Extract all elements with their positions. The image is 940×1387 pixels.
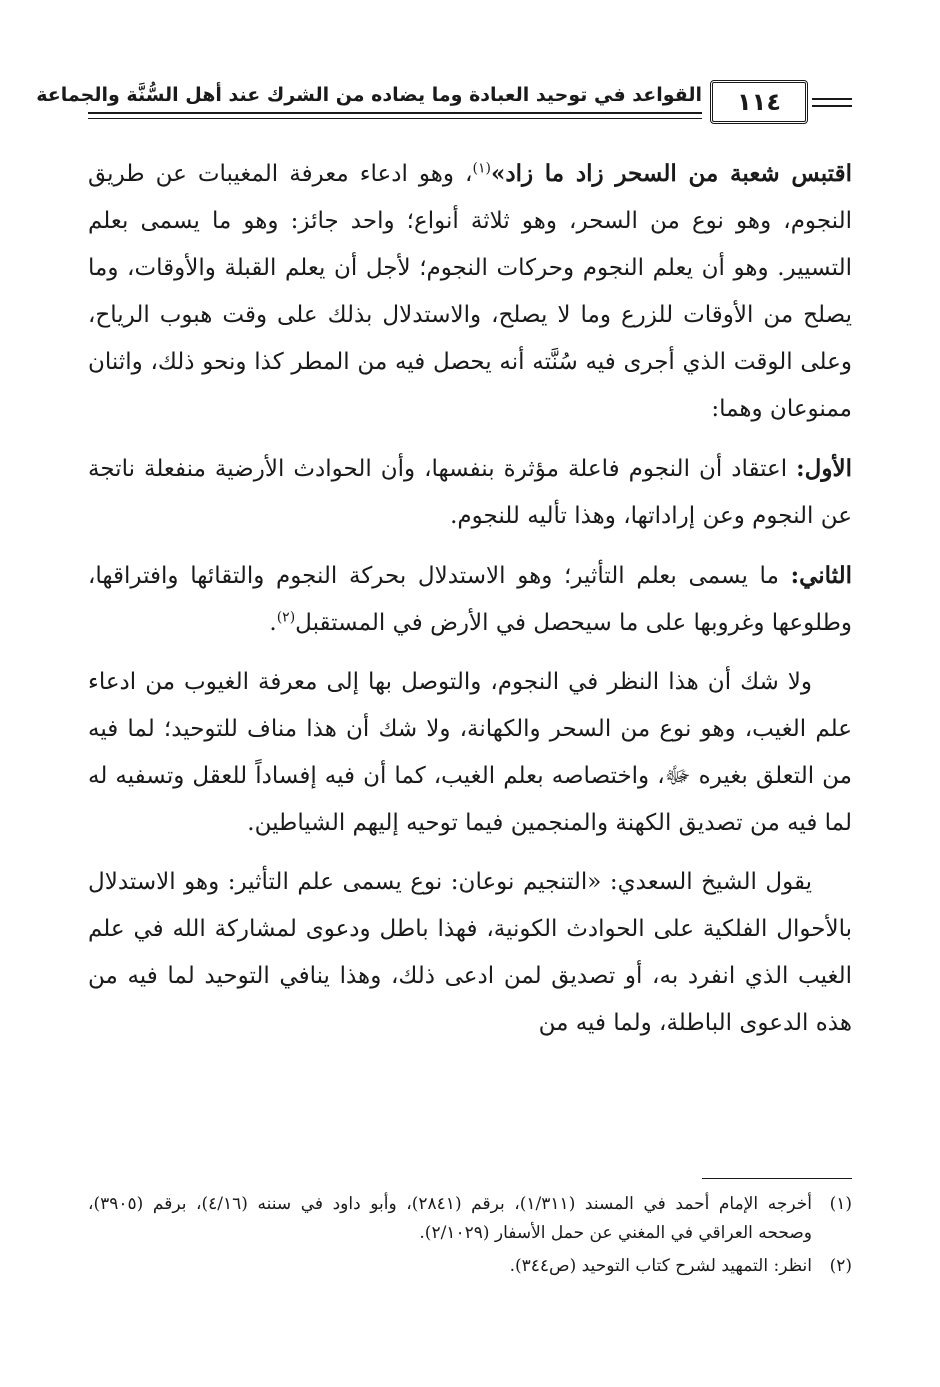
running-title: القواعد في توحيد العبادة وما يضاده من الشرك عند أهل السُّنَّة والجماعة — [36, 84, 702, 106]
footnote — [88, 1190, 852, 1248]
footnote-ref: (١) — [472, 160, 491, 177]
page-header — [36, 78, 852, 130]
footnotes — [88, 1190, 852, 1285]
main-text — [88, 150, 852, 1059]
header-rule — [88, 112, 702, 114]
paragraph-text: ، وهو ادعاء معرفة المغيبات عن طريق النجوم، وهو نوع من السحر، وهو ثلاثة أنواع؛ واحد جائز: وهو ما يسمى بعلم التسيير. وهو أن يعلم النجوم وحركات النجوم؛ لأجل أن يعلم القبلة والأوقات، وما يصلح من الأوقات للزرع وما لا يصلح، والاستدلال بذلك على وقت هبوب الرياح، وعلى الوقت الذي أجرى فيه سُنَّته أنه يحصل فيه من المطر كذا ونحو ذلك، واثنان ممنوعان وهما: — [88, 161, 852, 422]
header-rule — [812, 105, 852, 107]
footnote-number: (١) — [829, 1194, 852, 1214]
footnote — [88, 1252, 852, 1281]
header-rule — [812, 98, 852, 100]
paragraph-end: . — [269, 610, 277, 636]
footnote-text: انظر: التمهيد لشرح كتاب التوحيد (ص٣٤٤). — [509, 1256, 812, 1276]
page-number: ١١٤ — [737, 88, 781, 116]
paragraph: يقول الشيخ السعدي: «التنجيم نوعان: نوع يسمى علم التأثير: وهو الاستدلال بالأحوال الفلكية على الحوادث الكونية، فهذا باطل ودعوى لمشاركة الله في علم الغيب الذي انفرد به، أو تصديق لمن ادعى ذلك، وهذا ينافي التوحيد لما فيه من هذه الدعوى الباطلة، ولما فيه من — [88, 869, 852, 1036]
footnote-number: (٢) — [829, 1256, 852, 1276]
paragraph-lead: الأول: — [796, 455, 852, 482]
paragraph: ولا شك أن هذا النظر في النجوم، والتوصل بها إلى معرفة الغيوب من ادعاء علم الغيب، وهو نوع من السحر والكهانة، ولا شك أن هذا مناف للتوحيد؛ لما فيه من التعلق بغيره ﷻ، واختصاصه بعلم الغيب، كما أن فيه إفساداً للعقل وتسفيه له لما فيه من تصديق الكهنة والمنجمين فيما توحيه إليهم الشياطين. — [88, 669, 852, 836]
paragraph-text: ما يسمى بعلم التأثير؛ وهو الاستدلال بحركة النجوم والتقائها وافتراقها، وطلوعها وغروبها على ما سيحصل في الأرض في المستقبل — [88, 563, 852, 636]
footnote-separator — [702, 1178, 852, 1179]
quote-bold: اقتبس شعبة من السحر زاد ما زاد» — [490, 160, 852, 187]
paragraph — [88, 552, 852, 647]
paragraph — [88, 445, 852, 540]
paragraph-lead: الثاني: — [790, 562, 852, 589]
header-rule — [88, 118, 702, 119]
page-number-frame — [710, 80, 808, 124]
paragraph-text: اعتقاد أن النجوم فاعلة مؤثرة بنفسها، وأن الحوادث الأرضية منفعلة ناتجة عن النجوم وعن إراداتها، وهذا تأليه للنجوم. — [88, 456, 852, 529]
footnote-ref: (٢) — [276, 609, 296, 626]
footnote-text: أخرجه الإمام أحمد في المسند (١/٣١١)، برقم (٢٨٤١)، وأبو داود في سننه (٤/١٦)، برقم (٣٩٠٥)، وصححه العراقي في المغني عن حمل الأسفار (٢/١٠٢٩). — [88, 1194, 812, 1243]
paragraph — [88, 150, 852, 433]
